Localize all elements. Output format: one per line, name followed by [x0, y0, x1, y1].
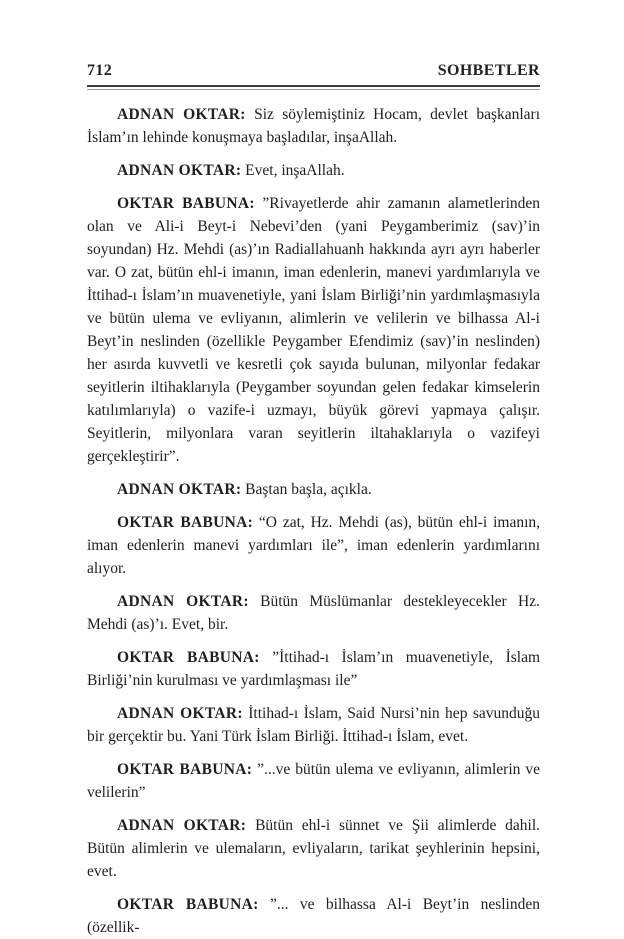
speaker-name: ADNAN OKTAR:: [117, 593, 249, 610]
speaker-name: OKTAR BABUNA:: [117, 649, 260, 666]
dialogue-paragraph: [87, 192, 540, 468]
speaker-name: ADNAN OKTAR:: [117, 106, 246, 123]
dialogue-paragraph: [87, 159, 540, 182]
speech-text: ”... ve bilhassa Al-i Beyt’in neslinden (özellik-: [87, 896, 540, 936]
running-header-title: SOHBETLER: [437, 62, 540, 79]
speech-text: Evet, inşaAllah.: [245, 162, 345, 179]
speaker-name: ADNAN OKTAR:: [117, 705, 243, 722]
dialogue-paragraph: [87, 814, 540, 883]
speech-text: “O zat, Hz. Mehdi (as), bütün ehl-i imanın, iman edenlerin manevi yardımları ile”, iman edenlerin yardımlarını alıyor.: [87, 514, 540, 577]
speaker-name: OKTAR BABUNA:: [117, 896, 259, 913]
speech-text: Baştan başla, açıkla.: [245, 481, 372, 498]
header-double-rule: [87, 85, 540, 90]
speech-text: ”...ve bütün ulema ve evliyanın, alimlerin ve velilerin”: [87, 761, 540, 801]
speaker-name: ADNAN OKTAR:: [117, 162, 242, 179]
speaker-name: ADNAN OKTAR:: [117, 817, 247, 834]
speaker-name: OKTAR BABUNA:: [117, 514, 254, 531]
speaker-name: OKTAR BABUNA:: [117, 195, 255, 212]
speech-text: Bütün ehl-i sünnet ve Şii alimlerde dahil. Bütün alimlerin ve ulemaların, evliyaların, tarikat şeyhlerinin hepsini, evet.: [87, 817, 541, 880]
speaker-name: OKTAR BABUNA:: [117, 761, 253, 778]
page-number: 712: [87, 62, 113, 79]
dialogue-paragraph: [87, 103, 540, 149]
speech-text: Siz söylemiştiniz Hocam, devlet başkanları İslam’ın lehinde konuşmaya başladılar, inşaAllah.: [87, 106, 541, 146]
dialogue-paragraph: [87, 478, 540, 501]
dialogue-paragraph: [87, 702, 540, 748]
page-header: [87, 62, 540, 80]
speaker-name: ADNAN OKTAR:: [117, 481, 242, 498]
dialogue-paragraph: [87, 758, 540, 804]
dialogue-paragraph: [87, 646, 540, 692]
speech-text: İttihad-ı İslam, Said Nursi’nin hep savunduğu bir gerçektir bu. Yani Türk İslam Birliği. İttihad-ı İslam, evet.: [87, 705, 541, 745]
speech-text: Bütün Müslümanlar destekleyecekler Hz. Mehdi (as)’ı. Evet, bir.: [87, 593, 540, 633]
speech-text: ”İttihad-ı İslam’ın muavenetiyle, İslam Birliği’nin kurulması ve yardımlaşması ile”: [87, 649, 541, 689]
dialogue-paragraph: [87, 893, 540, 939]
speech-text: ”Rivayetlerde ahir zamanın alametlerinden olan ve Ali-i Beyt-i Nebevi’den (yani Peygamberimiz (sav)’in soyundan) Hz. Mehdi (as)’ın Radiallahuanh hakkında ayrı ayrı haberler var. O zat, bütün ehl-i imanın, iman edenlerin, manevi yardımlarıyla ve İttihad-ı İslam’ın muavenetiyle, yani İslam Birliği’nin yardımlaşmasıyla ve bütün ulema ve evliyanın, alimlerin ve velilerin ve bilhassa Al-i Beyt’in neslinden (özellikle Peygamber Efendimiz (sav)’in neslinden) her asırda kuvvetli ve kesretli çok sayıda bulunan, milyonlar fedakar seyitlerin iltihaklarıyla (Peygamber soyundan gelen fedakar kimselerin katılımlarıyla) o vazife-i uzmayı, büyük görevi yapmaya çalışır. Seyitlerin, milyonlara varan seyitlerin iltahaklarıyla o vazifeyi gerçekleştirir”.: [87, 195, 540, 465]
dialogue-paragraph: [87, 511, 540, 580]
dialogue-paragraph: [87, 590, 540, 636]
dialogue-text: [87, 103, 540, 939]
